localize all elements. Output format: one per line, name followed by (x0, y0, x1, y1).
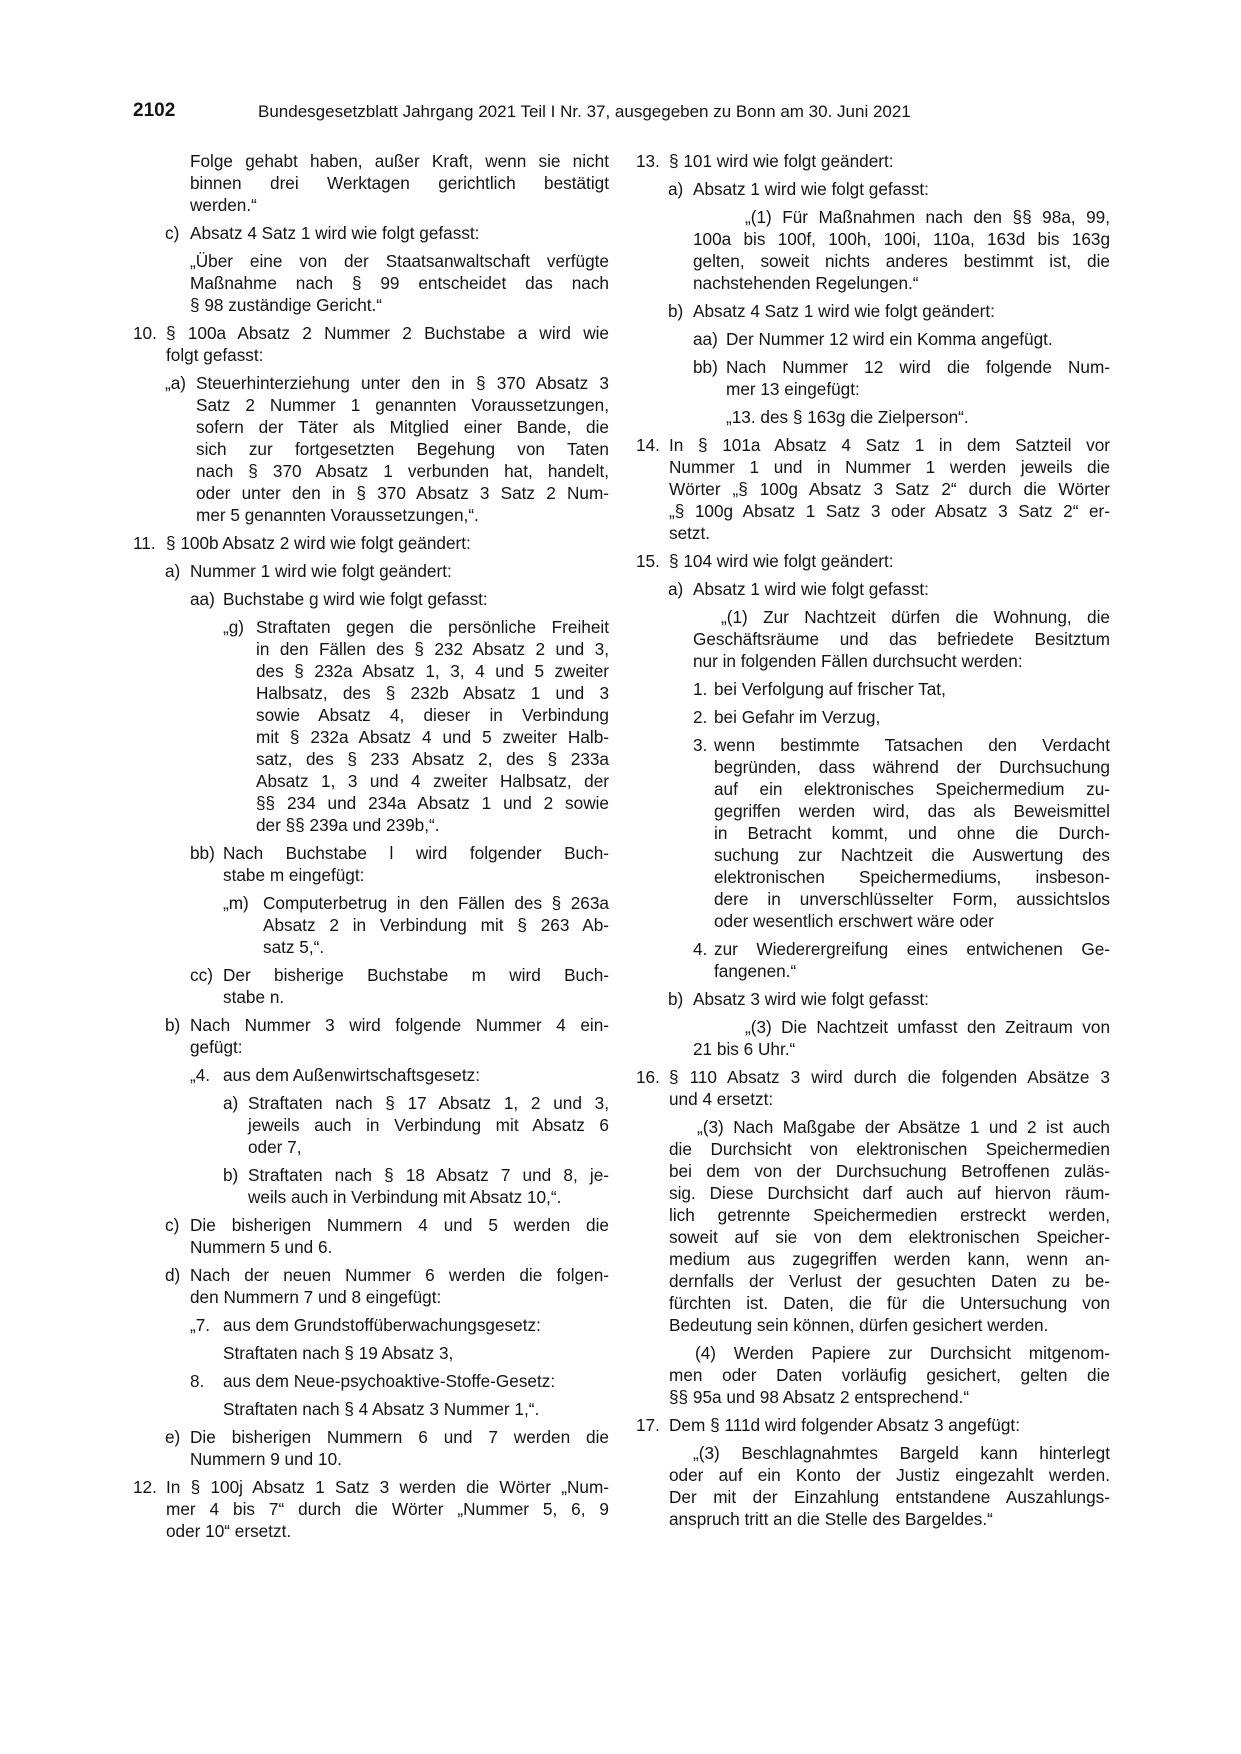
text-line (133, 1314, 609, 1336)
text-line (636, 1116, 1110, 1138)
text-line (133, 986, 609, 1008)
text-line (636, 706, 1110, 728)
line-text: (4) Werden Papiere zur Durchsicht mitgenom- (695, 1343, 1110, 1363)
list-marker: „7. (190, 1315, 211, 1335)
text-line (636, 1138, 1110, 1160)
line-text: suchung zur Nachtzeit die Auswertung des (714, 845, 1110, 865)
text-line (133, 1164, 609, 1186)
text-line (636, 938, 1110, 960)
text-line (133, 864, 609, 886)
line-text: weils auch in Verbindung mit Absatz 10,“. (248, 1187, 562, 1207)
line-text: Absatz 2 in Verbindung mit § 263 Ab- (263, 915, 609, 935)
text-line (636, 734, 1110, 756)
line-text: fürchten ist. Daten, die für die Untersuchung von (669, 1293, 1110, 1313)
text-line (636, 300, 1110, 322)
text-line (636, 756, 1110, 778)
list-marker: 13. (636, 151, 660, 171)
text-line (636, 888, 1110, 910)
line-text: Satz 2 Nummer 1 genannten Voraussetzungen, (196, 395, 609, 415)
text-line (636, 1160, 1110, 1182)
text-line (636, 500, 1110, 522)
line-text: aus dem Neue-psychoaktive-Stoffe-Gesetz: (223, 1371, 556, 1391)
line-text: § 98 zuständige Gericht.“ (190, 295, 383, 315)
list-marker: 3. (693, 735, 708, 755)
text-line (133, 172, 609, 194)
text-line (636, 1464, 1110, 1486)
line-text: Straftaten nach § 17 Absatz 1, 2 und 3, (248, 1093, 609, 1113)
text-line (636, 206, 1110, 228)
line-text: Absatz 1 wird wie folgt gefasst: (693, 579, 929, 599)
text-line (636, 228, 1110, 250)
line-text: Halbsatz, des § 232b Absatz 1 und 3 (256, 683, 609, 703)
text-line (636, 988, 1110, 1010)
text-line (636, 844, 1110, 866)
header-title: Bundesgesetzblatt Jahrgang 2021 Teil I Nr. 37, ausgegeben zu Bonn am 30. Juni 2021 (258, 102, 911, 121)
text-line (636, 1016, 1110, 1038)
text-line (636, 1248, 1110, 1270)
text-line (636, 150, 1110, 172)
line-text: Bedeutung sein können, dürfen gesichert werden. (669, 1315, 1049, 1335)
text-line (133, 394, 609, 416)
line-text: nach § 370 Absatz 1 verbunden hat, handelt, (196, 461, 609, 481)
text-line (133, 1342, 609, 1364)
line-text: gegriffen werden wird, das als Beweismittel (714, 801, 1110, 821)
line-text: Der mit der Einzahlung entstandene Auszahlungs- (669, 1487, 1110, 1507)
line-text: Die bisherigen Nummern 6 und 7 werden die (190, 1427, 609, 1447)
text-line (636, 434, 1110, 456)
line-text: Geschäftsräume und das befriedete Besitztum (693, 629, 1110, 649)
line-text: mit § 232a Absatz 4 und 5 zweiter Halb- (256, 727, 609, 747)
text-line (133, 532, 609, 554)
line-text: §§ 95a und 98 Absatz 2 entsprechend.“ (669, 1387, 970, 1407)
line-text: aus dem Grundstoffüberwachungsgesetz: (223, 1315, 541, 1335)
line-text: Buchstabe g wird wie folgt gefasst: (223, 589, 488, 609)
text-line (133, 1014, 609, 1036)
line-text: satz, des § 233 Absatz 2, des § 233a (256, 749, 609, 769)
text-line (133, 294, 609, 316)
line-text: folgt gefasst: (166, 345, 264, 365)
list-marker: a) (668, 579, 684, 599)
text-line (636, 1226, 1110, 1248)
line-text: Nach Buchstabe l wird folgender Buch- (223, 843, 609, 863)
line-text: § 110 Absatz 3 wird durch die folgenden Absätze 3 (669, 1067, 1110, 1087)
text-line (636, 1508, 1110, 1530)
line-text: Dem § 111d wird folgender Absatz 3 angefügt: (669, 1415, 1020, 1435)
line-text: § 100a Absatz 2 Nummer 2 Buchstabe a wird wie (166, 323, 609, 343)
list-marker: aa) (190, 589, 215, 609)
list-marker: „4. (190, 1065, 211, 1085)
list-marker: c) (165, 223, 180, 243)
text-line (133, 372, 609, 394)
line-text: Nummern 5 und 6. (190, 1237, 333, 1257)
line-text: in den Fällen des § 232 Absatz 2 und 3, (256, 639, 609, 659)
list-marker: c) (165, 1215, 180, 1235)
line-text: wenn bestimmte Tatsachen den Verdacht (714, 735, 1110, 755)
line-text: sich zur fortgesetzten Begehung von Taten (196, 439, 609, 459)
line-text: Steuerhinterziehung unter den in § 370 Absatz 3 (196, 373, 609, 393)
line-text: nachstehenden Regelungen.“ (693, 273, 919, 293)
line-text: Nummer 1 und in Nummer 1 werden jeweils die (669, 457, 1110, 477)
page-number: 2102 (133, 100, 176, 121)
line-text: oder wesentlich erschwert wäre oder (714, 911, 994, 931)
text-line (636, 800, 1110, 822)
text-line (133, 1476, 609, 1498)
line-text: medium aus zugegriffen werden kann, wenn an- (669, 1249, 1110, 1269)
text-line (636, 550, 1110, 572)
line-text: § 100b Absatz 2 wird wie folgt geändert: (166, 533, 471, 553)
text-line (636, 178, 1110, 200)
line-text: stabe m eingefügt: (223, 865, 365, 885)
line-text: „§ 100g Absatz 1 Satz 3 oder Absatz 3 Satz 2“ er- (669, 501, 1110, 521)
line-text: den Nummern 7 und 8 eingefügt: (190, 1287, 442, 1307)
list-marker: 11. (133, 533, 156, 553)
text-line (133, 194, 609, 216)
line-text: mer 4 bis 7“ durch die Wörter „Nummer 5, 6, 9 (166, 1499, 609, 1519)
text-line (133, 770, 609, 792)
list-marker: a) (668, 179, 684, 199)
text-line (133, 560, 609, 582)
text-line (133, 936, 609, 958)
text-line (636, 1066, 1110, 1088)
line-text: begründen, dass während der Durchsuchung (714, 757, 1110, 777)
line-text: bei Gefahr im Verzug, (714, 707, 881, 727)
line-text: gefügt: (190, 1037, 243, 1057)
text-line (636, 866, 1110, 888)
line-text: werden.“ (190, 195, 257, 215)
text-line (636, 328, 1110, 350)
line-text: § 101 wird wie folgt geändert: (669, 151, 894, 171)
line-text: oder 7, (248, 1137, 302, 1157)
line-text: anspruch tritt an die Stelle des Bargeldes.“ (669, 1509, 993, 1529)
line-text: „(1) Zur Nachtzeit dürfen die Wohnung, die (721, 607, 1110, 627)
line-text: setzt. (669, 523, 711, 543)
list-marker: bb) (693, 357, 718, 377)
text-line (636, 628, 1110, 650)
line-text: Absatz 3 wird wie folgt gefasst: (693, 989, 929, 1009)
line-text: Der bisherige Buchstabe m wird Buch- (223, 965, 609, 985)
line-text: 100a bis 100f, 100h, 100i, 110a, 163d bis 163g (693, 229, 1110, 249)
line-text: Absatz 4 Satz 1 wird wie folgt geändert: (693, 301, 995, 321)
text-line (636, 456, 1110, 478)
text-line (133, 748, 609, 770)
list-marker: 17. (636, 1415, 660, 1435)
line-text: Maßnahme nach § 99 entscheidet das nach (190, 273, 609, 293)
list-marker: 15. (636, 551, 660, 571)
text-line (636, 606, 1110, 628)
list-marker: b) (223, 1165, 239, 1185)
text-line (133, 588, 609, 610)
text-line (133, 1092, 609, 1114)
text-line (636, 1292, 1110, 1314)
text-line (133, 504, 609, 526)
list-marker: e) (165, 1427, 181, 1447)
list-marker: 14. (636, 435, 660, 455)
text-line (133, 1264, 609, 1286)
text-line (636, 250, 1110, 272)
line-text: und 4 ersetzt: (669, 1089, 774, 1109)
line-text: satz 5,“. (263, 937, 325, 957)
text-line (636, 378, 1110, 400)
text-line (636, 910, 1110, 932)
list-marker: d) (165, 1265, 181, 1285)
list-marker: aa) (693, 329, 718, 349)
text-line (636, 1442, 1110, 1464)
text-line (636, 1204, 1110, 1226)
line-text: § 104 wird wie folgt geändert: (669, 551, 894, 571)
list-marker: a) (223, 1093, 239, 1113)
line-text: mer 5 genannten Voraussetzungen,“. (196, 505, 479, 525)
list-marker: bb) (190, 843, 215, 863)
text-line (133, 1136, 609, 1158)
text-line (133, 1236, 609, 1258)
line-text: binnen drei Werktagen gerichtlich bestätigt (190, 173, 609, 193)
text-line (133, 726, 609, 748)
line-text: lich getrennte Speichermedien erstreckt werden, (669, 1205, 1110, 1225)
text-line (636, 1414, 1110, 1436)
list-marker: 4. (693, 939, 708, 959)
line-text: sofern der Täter als Mitglied einer Bande, die (196, 417, 609, 437)
text-line (133, 704, 609, 726)
text-line (636, 1486, 1110, 1508)
text-line (133, 1286, 609, 1308)
text-line (636, 1270, 1110, 1292)
text-line (133, 682, 609, 704)
list-marker: 16. (636, 1067, 660, 1087)
text-line (133, 1114, 609, 1136)
text-line (133, 638, 609, 660)
list-marker: „a) (165, 373, 187, 393)
text-line (636, 1182, 1110, 1204)
line-text: gelten, soweit nichts anderes bestimmt ist, die (693, 251, 1110, 271)
line-text: soweit auf sie von dem elektronischen Speicher- (669, 1227, 1110, 1247)
text-line (133, 344, 609, 366)
line-text: dernfalls der Verlust der gesuchten Daten zu be- (669, 1271, 1110, 1291)
text-line (133, 1186, 609, 1208)
line-text: Straftaten nach § 4 Absatz 3 Nummer 1,“. (223, 1399, 540, 1419)
line-text: Der Nummer 12 wird ein Komma angefügt. (726, 329, 1053, 349)
line-text: Die bisherigen Nummern 4 und 5 werden die (190, 1215, 609, 1235)
text-line (636, 522, 1110, 544)
line-text: Nach der neuen Nummer 6 werden die folgen- (190, 1265, 609, 1285)
line-text: Straftaten nach § 19 Absatz 3, (223, 1343, 454, 1363)
text-line (133, 616, 609, 638)
text-line (636, 678, 1110, 700)
line-text: des § 232a Absatz 1, 3, 4 und 5 zweiter (256, 661, 609, 681)
line-text: Straftaten gegen die persönliche Freiheit (256, 617, 609, 637)
text-line (133, 660, 609, 682)
list-marker: 8. (190, 1371, 205, 1391)
text-line (636, 778, 1110, 800)
list-marker: b) (668, 989, 684, 1009)
line-text: §§ 234 und 234a Absatz 1 und 2 sowie (256, 793, 609, 813)
line-text: auf ein elektronisches Speichermedium zu- (714, 779, 1110, 799)
text-line (133, 792, 609, 814)
line-text: sowie Absatz 4, dieser in Verbindung (256, 705, 609, 725)
text-line (133, 150, 609, 172)
line-text: der §§ 239a und 239b,“. (256, 815, 440, 835)
list-marker: b) (165, 1015, 181, 1035)
text-line (636, 1038, 1110, 1060)
line-text: Absatz 1 wird wie folgt gefasst: (693, 179, 929, 199)
line-text: Absatz 1, 3 und 4 zweiter Halbsatz, der (256, 771, 609, 791)
text-line (636, 356, 1110, 378)
text-line (133, 416, 609, 438)
line-text: aus dem Außenwirtschaftsgesetz: (223, 1065, 480, 1085)
line-text: Nummer 1 wird wie folgt geändert: (190, 561, 452, 581)
text-line (133, 460, 609, 482)
line-text: Folge gehabt haben, außer Kraft, wenn sie nicht (190, 151, 609, 171)
line-text: fangenen.“ (714, 961, 797, 981)
text-line (133, 964, 609, 986)
line-text: 21 bis 6 Uhr.“ (693, 1039, 796, 1059)
list-marker: a) (165, 561, 181, 581)
text-line (133, 814, 609, 836)
line-text: „13. des § 163g die Zielperson“. (726, 407, 969, 427)
line-text: Wörter „§ 100g Absatz 3 Satz 2“ durch die Wörter (669, 479, 1110, 499)
line-text: „(3) Die Nachtzeit umfasst den Zeitraum von (745, 1017, 1110, 1037)
text-line (133, 1448, 609, 1470)
line-text: mer 13 eingefügt: (726, 379, 860, 399)
list-marker: cc) (190, 965, 213, 985)
text-line (133, 1398, 609, 1420)
line-text: oder auf ein Konto der Justiz eingezahlt werden. (669, 1465, 1110, 1485)
line-text: die Durchsicht von elektronischen Speichermedien (669, 1139, 1110, 1159)
text-line (636, 406, 1110, 428)
text-line (133, 1214, 609, 1236)
line-text: elektronischen Speichermediums, insbeson- (714, 867, 1110, 887)
text-line (636, 822, 1110, 844)
text-line (636, 272, 1110, 294)
text-line (133, 438, 609, 460)
text-line (133, 1064, 609, 1086)
line-text: Nummern 9 und 10. (190, 1449, 342, 1469)
line-text: Straftaten nach § 18 Absatz 7 und 8, je- (248, 1165, 609, 1185)
line-text: Nach Nummer 3 wird folgende Nummer 4 ein- (190, 1015, 609, 1035)
line-text: In § 101a Absatz 4 Satz 1 in dem Satzteil vor (669, 435, 1110, 455)
text-line (133, 250, 609, 272)
text-line (133, 272, 609, 294)
line-text: Computerbetrug in den Fällen des § 263a (263, 893, 609, 913)
line-text: jeweils auch in Verbindung mit Absatz 6 (248, 1115, 609, 1135)
text-line (133, 1426, 609, 1448)
list-marker: 12. (133, 1477, 157, 1497)
text-line (133, 482, 609, 504)
text-line (636, 1364, 1110, 1386)
line-text: In § 100j Absatz 1 Satz 3 werden die Wörter „Num- (166, 1477, 609, 1497)
line-text: „(3) Beschlagnahmtes Bargeld kann hinterlegt (693, 1443, 1110, 1463)
text-line (636, 1386, 1110, 1408)
list-marker: „g) (223, 617, 245, 637)
line-text: „(3) Nach Maßgabe der Absätze 1 und 2 ist auch (697, 1117, 1110, 1137)
line-text: Nach Nummer 12 wird die folgende Num- (726, 357, 1110, 377)
text-line (636, 1088, 1110, 1110)
line-text: oder unter den in § 370 Absatz 3 Satz 2 Num- (196, 483, 609, 503)
list-marker: b) (668, 301, 684, 321)
text-line (133, 842, 609, 864)
page-header (133, 100, 983, 126)
text-line (133, 892, 609, 914)
text-line (636, 478, 1110, 500)
list-marker: 1. (693, 679, 708, 699)
line-text: Absatz 4 Satz 1 wird wie folgt gefasst: (190, 223, 480, 243)
text-line (133, 222, 609, 244)
line-text: stabe n. (223, 987, 285, 1007)
text-line (133, 914, 609, 936)
line-text: sig. Diese Durchsicht darf auch auf hiervon räum- (669, 1183, 1110, 1203)
line-text: bei Verfolgung auf frischer Tat, (714, 679, 946, 699)
line-text: dere in unverschlüsselter Form, aussichtslos (714, 889, 1110, 909)
text-line (133, 1520, 609, 1542)
text-line (636, 650, 1110, 672)
text-line (133, 1498, 609, 1520)
text-line (636, 1342, 1110, 1364)
line-text: bei dem von der Durchsuchung Betroffenen zuläs- (669, 1161, 1110, 1181)
line-text: zur Wiederergreifung eines entwichenen Ge- (714, 939, 1110, 959)
text-line (133, 1036, 609, 1058)
line-text: in Betracht kommt, und ohne die Durch- (714, 823, 1110, 843)
line-text: „(1) Für Maßnahmen nach den §§ 98a, 99, (745, 207, 1110, 227)
list-marker: 2. (693, 707, 708, 727)
list-marker: 10. (133, 323, 157, 343)
text-line (636, 960, 1110, 982)
line-text: men oder Daten vorläufig gesichert, gelten die (669, 1365, 1110, 1385)
line-text: oder 10“ ersetzt. (166, 1521, 292, 1541)
text-line (133, 1370, 609, 1392)
line-text: nur in folgenden Fällen durchsucht werden: (693, 651, 1023, 671)
text-line (133, 322, 609, 344)
line-text: „Über eine von der Staatsanwaltschaft verfügte (190, 251, 609, 271)
list-marker: „m) (223, 893, 249, 913)
text-line (636, 1314, 1110, 1336)
text-line (636, 578, 1110, 600)
